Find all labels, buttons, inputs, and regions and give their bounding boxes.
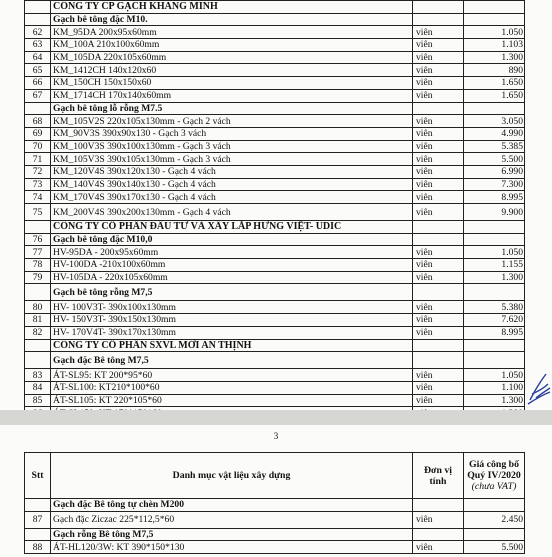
row-number: 65 [25, 64, 51, 77]
price-cell: 4.990 [464, 127, 525, 140]
material-name: KM_150CH 150x150x60 [51, 77, 413, 90]
header-price [464, 453, 525, 499]
unit-cell [413, 1, 464, 14]
unit-cell: viên [413, 369, 464, 382]
section-header-row [25, 352, 525, 369]
price-cell: 5.500 [464, 153, 525, 166]
section-header-row [25, 233, 525, 246]
section-header-row [25, 13, 525, 26]
signature-mark [526, 370, 552, 408]
price-cell: 1.300 [464, 271, 525, 284]
document-page-lower [0, 425, 552, 557]
row-number: 85 [25, 394, 51, 407]
unit-cell: viên [413, 51, 464, 64]
material-name: KM_120V4S 390x120x130 - Gạch 4 vách [51, 165, 413, 178]
table-row [25, 39, 525, 52]
price-cell [464, 339, 525, 352]
company-header-row [25, 221, 525, 234]
table-row [25, 301, 525, 314]
section-title: Gạch bê tông đặc M10,0 [51, 233, 413, 246]
material-name: KM_200V4S 390x200x130mm - Gạch 4 vách [51, 204, 413, 221]
row-number: 67 [25, 89, 51, 102]
price-cell: 1.103 [464, 39, 525, 52]
unit-cell: viên [413, 301, 464, 314]
price-table-upper [24, 0, 525, 420]
unit-cell [413, 221, 464, 234]
row-number [25, 284, 51, 301]
unit-cell: viên [413, 127, 464, 140]
unit-cell: viên [413, 259, 464, 272]
table-row [25, 369, 525, 382]
row-number: 70 [25, 140, 51, 153]
table-row [25, 51, 525, 64]
table-row [25, 165, 525, 178]
row-number: 64 [25, 51, 51, 64]
unit-cell: viên [413, 326, 464, 339]
table-row [25, 191, 525, 204]
section-title: Gạch đặc Bê tông tự chèn M200 [51, 499, 413, 512]
table-row [25, 394, 525, 407]
material-name: Gạch đặc Ziczac 225*112,5*60 [51, 511, 413, 528]
page-gap [0, 410, 552, 425]
material-name: HV-95DA - 200x95x60mm [51, 246, 413, 259]
company-header-row [25, 1, 525, 14]
section-title: Gạch đặc Bê tông M7,5 [51, 352, 413, 369]
material-name: KM_100V3S 390x100x130mm - Gạch 3 vách [51, 140, 413, 153]
unit-cell: viên [413, 178, 464, 191]
price-cell: 1.050 [464, 26, 525, 39]
row-number: 66 [25, 77, 51, 90]
company-header-row [25, 339, 525, 352]
unit-cell [413, 13, 464, 26]
row-number: 62 [25, 26, 51, 39]
table-row [25, 246, 525, 259]
row-number: 63 [25, 39, 51, 52]
header-material: Danh mục vật liệu xây dựng [51, 453, 413, 499]
price-cell: 5.500 [464, 541, 525, 554]
row-number: 73 [25, 178, 51, 191]
price-cell: 7.300 [464, 178, 525, 191]
section-header-row [25, 102, 525, 115]
row-number [25, 339, 51, 352]
price-cell: 1.050 [464, 246, 525, 259]
row-number [25, 13, 51, 26]
material-name: HV- 100V3T- 390x100x130mm [51, 301, 413, 314]
unit-cell: viên [413, 541, 464, 554]
row-number [25, 352, 51, 369]
row-number: 69 [25, 127, 51, 140]
table-row [25, 259, 525, 272]
row-number: 87 [25, 511, 51, 528]
table-row [25, 381, 525, 394]
page-number: 3 [273, 431, 279, 441]
section-title: Gạch bê tông đặc M10. [51, 13, 413, 26]
price-cell: 1.050 [464, 369, 525, 382]
price-cell: 1.155 [464, 259, 525, 272]
unit-cell [413, 102, 464, 115]
material-name: KM_1412CH 140x120x60 [51, 64, 413, 77]
price-cell: 5.380 [464, 301, 525, 314]
row-number: 88 [25, 541, 51, 554]
price-cell: 8.995 [464, 326, 525, 339]
unit-cell: viên [413, 394, 464, 407]
table-row [25, 77, 525, 90]
table-row [25, 511, 525, 528]
price-cell: 1.300 [464, 394, 525, 407]
table-row [25, 271, 525, 284]
section-header-row [25, 528, 525, 541]
price-cell [464, 284, 525, 301]
table-row [25, 326, 525, 339]
row-number [25, 1, 51, 14]
row-number: 83 [25, 369, 51, 382]
unit-cell: viên [413, 64, 464, 77]
company-name: CÔNG TY CỔ PHẦN SXVL MỚI AN THỊNH [51, 339, 413, 352]
unit-cell: viên [413, 39, 464, 52]
unit-cell: viên [413, 381, 464, 394]
table-row [25, 178, 525, 191]
unit-cell [413, 528, 464, 541]
table-row [25, 64, 525, 77]
section-title: Gạch bê tông lỗ rỗng M7.5 [51, 102, 413, 115]
header-unit: Đơn vị tính [413, 453, 464, 499]
material-name: KM_105V3S 390x105x130mm - Gạch 3 vách [51, 153, 413, 166]
row-number [25, 528, 51, 541]
price-cell: 1.650 [464, 77, 525, 90]
unit-cell: viên [413, 204, 464, 221]
header-stt: Stt [25, 453, 51, 499]
unit-cell: viên [413, 314, 464, 327]
row-number: 79 [25, 271, 51, 284]
row-number: 75 [25, 204, 51, 221]
row-number: 81 [25, 314, 51, 327]
row-number [25, 221, 51, 234]
unit-cell: viên [413, 115, 464, 128]
header-price-note: (chưa VAT) [471, 481, 517, 492]
row-number: 74 [25, 191, 51, 204]
price-cell: 2.450 [464, 511, 525, 528]
section-title: Gạch rỗng Bê tông M7,5 [51, 528, 413, 541]
price-cell: 1.300 [464, 51, 525, 64]
unit-cell [413, 352, 464, 369]
row-number: 82 [25, 326, 51, 339]
unit-cell: viên [413, 511, 464, 528]
price-table-lower [24, 452, 525, 554]
unit-cell: viên [413, 26, 464, 39]
row-number [25, 102, 51, 115]
unit-cell: viên [413, 77, 464, 90]
header-price-title: Giá công bố Quý IV/2020 [467, 459, 521, 481]
unit-cell [413, 339, 464, 352]
unit-cell [413, 499, 464, 512]
unit-cell: viên [413, 89, 464, 102]
table-row [25, 140, 525, 153]
section-title: Gạch bê tông rỗng M7,5 [51, 284, 413, 301]
material-name: ÁT-SL100: KT210*100*60 [51, 381, 413, 394]
material-name: KM_100A 210x100x60mm [51, 39, 413, 52]
row-number: 80 [25, 301, 51, 314]
row-number: 78 [25, 259, 51, 272]
table-row [25, 115, 525, 128]
row-number: 71 [25, 153, 51, 166]
row-number [25, 499, 51, 512]
material-name: HV- 150V3T- 390x150x130mm [51, 314, 413, 327]
unit-cell: viên [413, 165, 464, 178]
price-cell: 890 [464, 64, 525, 77]
material-name: HV- 170V4T- 390x170x130mm [51, 326, 413, 339]
row-number: 84 [25, 381, 51, 394]
price-cell [464, 221, 525, 234]
unit-cell: viên [413, 153, 464, 166]
material-name: ÁT-SL105: KT 220*105*60 [51, 394, 413, 407]
price-cell: 8.995 [464, 191, 525, 204]
unit-cell [413, 233, 464, 246]
table-row [25, 314, 525, 327]
table-row [25, 541, 525, 554]
material-name: ÁT-HL120/3W: KT 390*150*130 [51, 541, 413, 554]
table-row [25, 153, 525, 166]
section-header-row [25, 284, 525, 301]
company-name: CÔNG TY CỔ PHẦN ĐẦU TƯ VÀ XÂY LẮP HƯNG VIỆT- UDIC [51, 221, 413, 234]
material-name: HV-105DA - 220x105x60mm [51, 271, 413, 284]
price-cell [464, 102, 525, 115]
unit-cell: viên [413, 191, 464, 204]
price-cell: 6.990 [464, 165, 525, 178]
price-cell [464, 233, 525, 246]
unit-cell [413, 284, 464, 301]
company-name: CÔNG TY CP GẠCH KHANG MINH [51, 1, 413, 14]
material-name: KM_1714CH 170x140x60mm [51, 89, 413, 102]
unit-cell: viên [413, 140, 464, 153]
price-cell: 1.650 [464, 89, 525, 102]
price-cell [464, 528, 525, 541]
table-row [25, 204, 525, 221]
price-cell [464, 13, 525, 26]
material-name: KM_170V4S 390x170x130 - Gạch 4 vách [51, 191, 413, 204]
price-cell: 3.050 [464, 115, 525, 128]
table-row [25, 127, 525, 140]
material-name: KM_105V2S 220x105x130mm - Gạch 2 vách [51, 115, 413, 128]
row-number: 72 [25, 165, 51, 178]
price-cell [464, 1, 525, 14]
section-header-row [25, 499, 525, 512]
material-name: KM_95DA 200x95x60mm [51, 26, 413, 39]
material-name: KM_90V3S 390x90x130 - Gạch 3 vách [51, 127, 413, 140]
material-name: ÁT-SL95: KT 200*95*60 [51, 369, 413, 382]
price-cell: 7.620 [464, 314, 525, 327]
table-row [25, 89, 525, 102]
material-name: KM_140V4S 390x140x130 - Gạch 4 vách [51, 178, 413, 191]
row-number: 68 [25, 115, 51, 128]
price-cell: 1.100 [464, 381, 525, 394]
unit-cell: viên [413, 246, 464, 259]
unit-cell: viên [413, 271, 464, 284]
price-cell: 5.385 [464, 140, 525, 153]
row-number: 76 [25, 233, 51, 246]
price-cell: 9.900 [464, 204, 525, 221]
material-name: HV-100DA -210x100x60mm [51, 259, 413, 272]
price-cell [464, 499, 525, 512]
price-cell [464, 352, 525, 369]
row-number: 77 [25, 246, 51, 259]
material-name: KM_105DA 220x105x60mm [51, 51, 413, 64]
table-row [25, 26, 525, 39]
